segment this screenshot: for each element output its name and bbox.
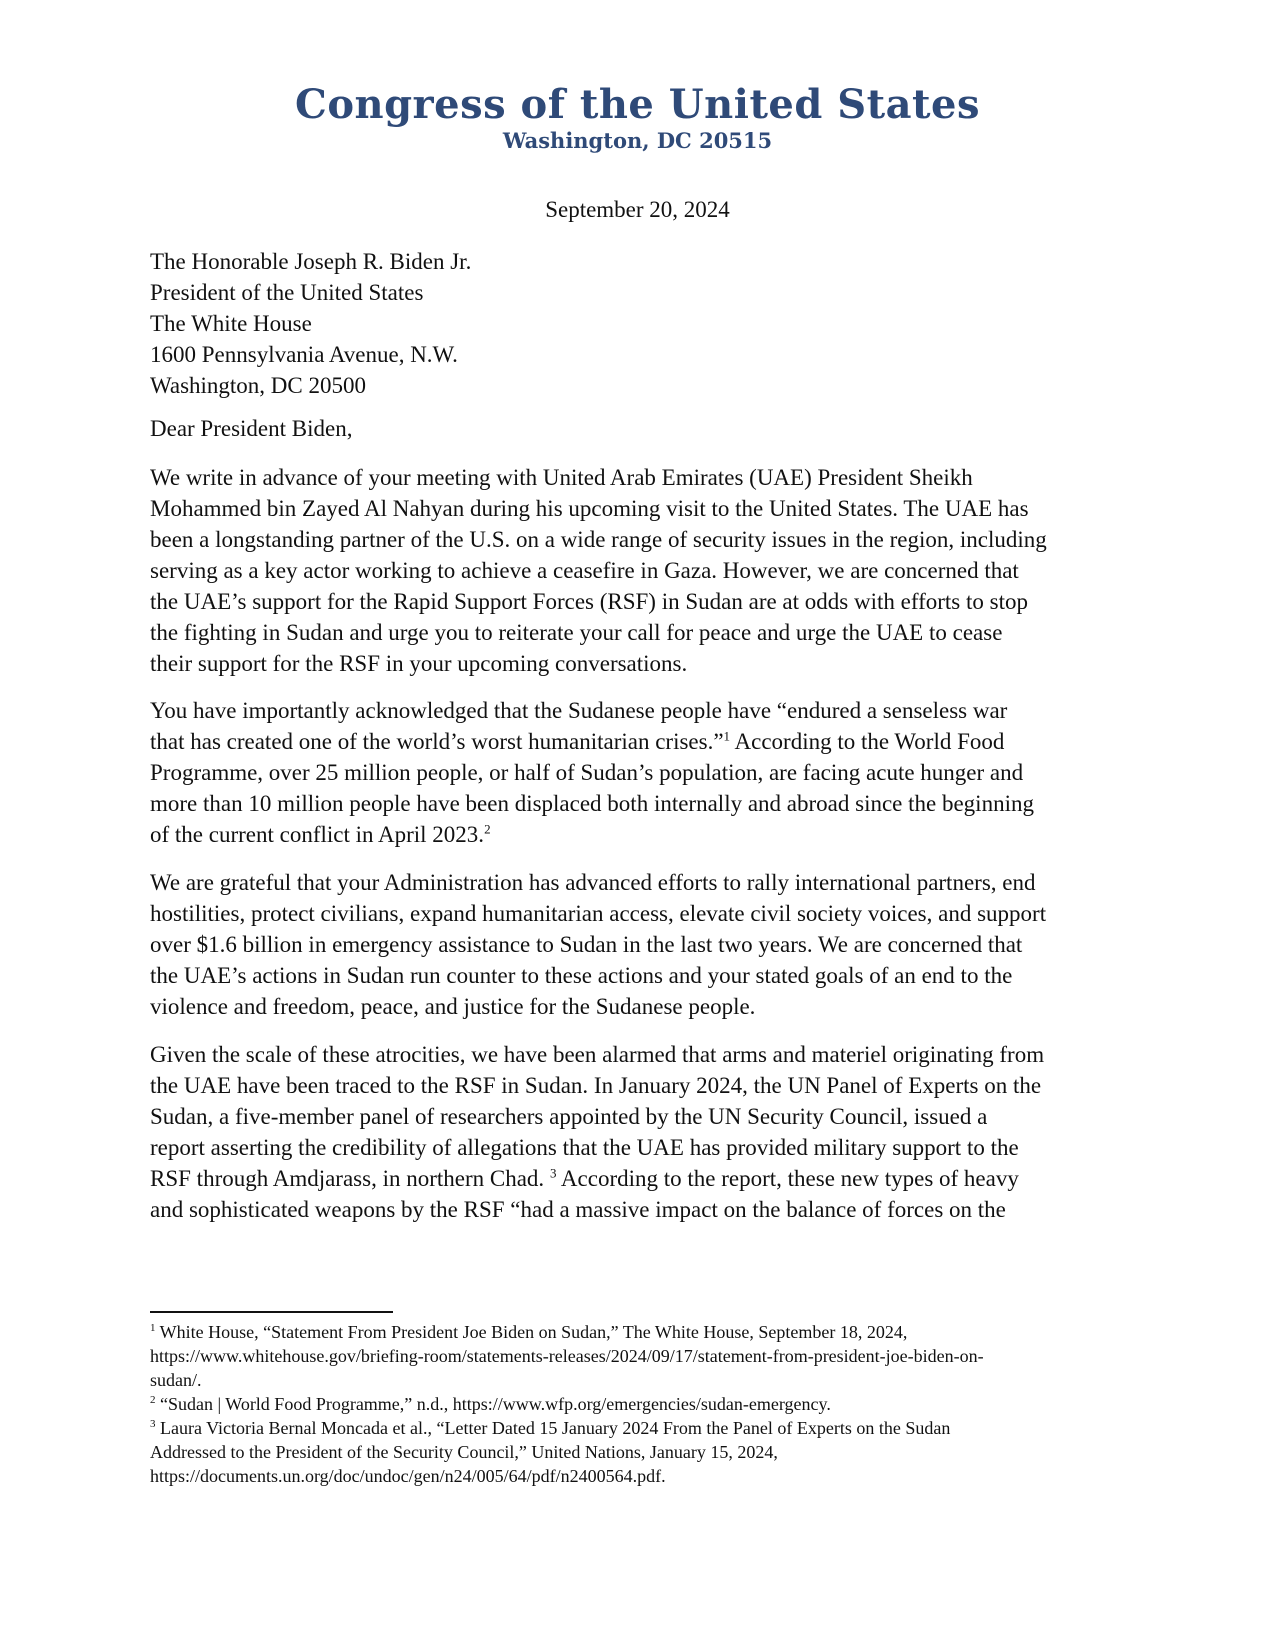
footnote-ref: 2 [484, 821, 491, 837]
footnote-line [150, 1320, 1135, 1344]
footnote-ref: 3 [549, 1165, 557, 1181]
paragraph-2 [150, 695, 1135, 850]
letterhead-title: Congress of the United States [294, 81, 980, 128]
address-line: The White House [150, 311, 312, 336]
address-line: Washington, DC 20500 [150, 373, 367, 398]
paragraph-line: Programme, over 25 million people, or half of Sudan’s population, are facing acute hunger and [150, 760, 1024, 785]
paragraph-line [150, 1163, 1135, 1194]
paragraph-4 [150, 1039, 1135, 1225]
paragraph-line: report asserting the credibility of allegations that the UAE has provided military support to the [150, 1135, 1019, 1160]
address-line: President of the United States [150, 280, 424, 305]
paragraph-line [150, 726, 1135, 757]
paragraph-line: You have importantly acknowledged that the Sudanese people have “endured a senseless war [150, 698, 1008, 723]
text-run: According to the report, these new types of heavy [556, 1166, 1019, 1191]
paragraph-line: violence and freedom, peace, and justice for the Sudanese people. [150, 994, 756, 1019]
footnote-ref: 1 [723, 728, 731, 744]
footnote-separator [150, 1311, 393, 1313]
paragraph-line [150, 819, 1135, 850]
recipient-address [150, 246, 471, 401]
paragraph-line: the UAE have been traced to the RSF in Sudan. In January 2024, the UN Panel of Experts on the [150, 1073, 1042, 1098]
paragraph-line: We are grateful that your Administration has advanced efforts to rally international partners, end [150, 870, 1036, 895]
paragraph-line: the fighting in Sudan and urge you to reiterate your call for peace and urge the UAE to cease [150, 620, 1003, 645]
footnote-mark: 3 [150, 1418, 156, 1430]
paragraph-line: the UAE’s actions in Sudan run counter to these actions and your stated goals of an end to the [150, 963, 1013, 988]
text-run: “Sudan | World Food Programme,” n.d., https://www.wfp.org/emergencies/sudan-emergency. [155, 1394, 831, 1414]
letterhead-subtitle: Washington, DC 20515 [502, 128, 773, 153]
address-line: The Honorable Joseph R. Biden Jr. [150, 249, 472, 274]
paragraph-line: Given the scale of these atrocities, we have been alarmed that arms and materiel originating from [150, 1042, 1045, 1067]
paragraph-line: serving as a key actor working to achieve a ceasefire in Gaza. However, we are concerned that [150, 558, 1019, 583]
footnote-line [150, 1416, 1135, 1440]
footnote-mark: 2 [150, 1394, 156, 1406]
paragraph-line: more than 10 million people have been displaced both internally and abroad since the beginning [150, 791, 1034, 816]
paragraph-3 [150, 867, 1135, 1022]
footnotes [150, 1320, 1135, 1488]
text-run: According to the World Food [730, 729, 1005, 754]
paragraph-line: been a longstanding partner of the U.S. on a wide range of security issues in the region, including [150, 527, 1047, 552]
paragraph-line: We write in advance of your meeting with United Arab Emirates (UAE) President Sheikh [150, 465, 973, 490]
footnote-link[interactable]: https://www.whitehouse.gov/briefing-room/statements-releases/2024/09/17/statement-from-president-joe-biden-on- [150, 1346, 984, 1366]
footnote-2 [150, 1392, 1135, 1416]
letterhead [0, 82, 1275, 154]
paragraph-line: hostilities, protect civilians, expand humanitarian access, elevate civil society voices, and support [150, 901, 1047, 926]
text-run: Laura Victoria Bernal Moncada et al., “Letter Dated 15 January 2024 From the Panel of Experts on the Sudan [155, 1418, 951, 1438]
footnote-1 [150, 1320, 1135, 1392]
paragraph-line: and sophisticated weapons by the RSF “had a massive impact on the balance of forces on the [150, 1197, 1006, 1222]
footnote-3 [150, 1416, 1135, 1488]
footnote-link[interactable]: sudan/. [150, 1370, 202, 1390]
letter-date: September 20, 2024 [545, 197, 730, 222]
text-run: that has created one of the world’s worst humanitarian crises.” [150, 729, 724, 754]
paragraph-1 [150, 462, 1135, 679]
paragraph-line: over $1.6 billion in emergency assistance to Sudan in the last two years. We are concerned that [150, 932, 1023, 957]
text-run: of the current conflict in April 2023. [150, 822, 485, 847]
salutation: Dear President Biden, [150, 416, 353, 441]
paragraph-line: their support for the RSF in your upcoming conversations. [150, 651, 688, 676]
footnote-mark: 1 [150, 1322, 156, 1334]
text-run: White House, “Statement From President Joe Biden on Sudan,” The White House, September 18, 2024, [155, 1322, 908, 1342]
footnote-line: Addressed to the President of the Security Council,” United Nations, January 15, 2024, [150, 1442, 778, 1462]
footnote-line [150, 1392, 1135, 1416]
paragraph-line: the UAE’s support for the Rapid Support Forces (RSF) in Sudan are at odds with efforts to stop [150, 589, 1028, 614]
footnote-link[interactable]: https://documents.un.org/doc/undoc/gen/n24/005/64/pdf/n2400564.pdf. [150, 1466, 666, 1486]
paragraph-line: Mohammed bin Zayed Al Nahyan during his upcoming visit to the United States. The UAE has [150, 496, 1029, 521]
paragraph-line: Sudan, a five-member panel of researchers appointed by the UN Security Council, issued a [150, 1104, 988, 1129]
text-run: RSF through Amdjarass, in northern Chad. [150, 1166, 550, 1191]
address-line: 1600 Pennsylvania Avenue, N.W. [150, 342, 458, 367]
